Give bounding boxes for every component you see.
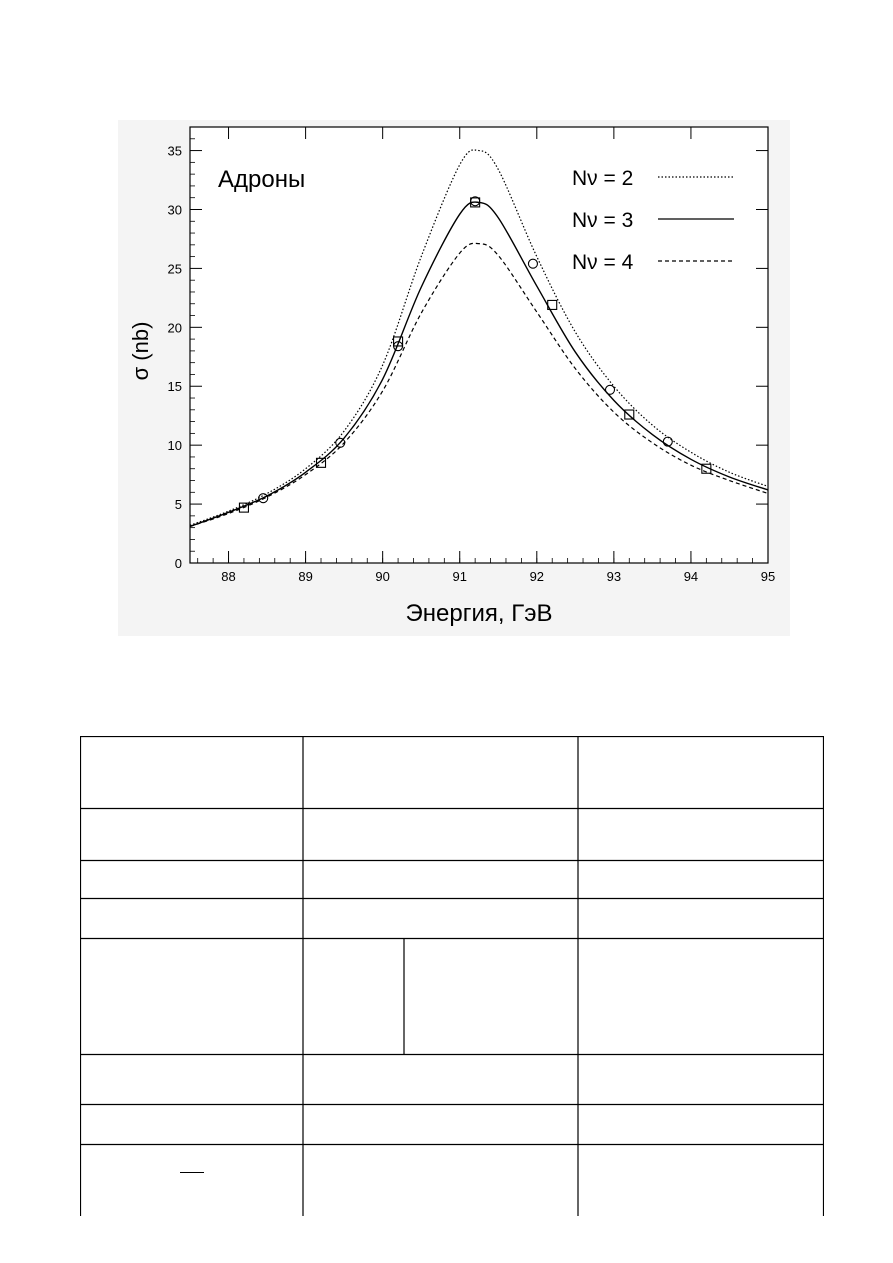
- y-tick-label: 15: [167, 379, 182, 395]
- legend-label: Nν = 2: [572, 167, 634, 190]
- y-tick-label: 5: [174, 497, 182, 513]
- x-tick-label: 92: [529, 569, 545, 584]
- x-tick-label: 93: [606, 569, 622, 584]
- x-tick-label: 90: [375, 569, 390, 584]
- legend-label: Nν = 4: [572, 251, 634, 274]
- x-tick-label: 94: [683, 569, 699, 584]
- y-tick-label: 0: [174, 556, 182, 571]
- y-tick-label: 20: [167, 320, 182, 336]
- y-tick-label: 35: [167, 143, 182, 159]
- y-tick-label: 30: [167, 202, 182, 218]
- table-grid: [80, 736, 824, 1216]
- y-tick-label: 25: [167, 261, 182, 277]
- x-tick-label: 88: [221, 569, 236, 584]
- figure: [118, 120, 790, 636]
- data-table: [80, 736, 824, 1216]
- x-tick-label: 95: [760, 569, 776, 584]
- x-tick-label: 89: [298, 569, 313, 584]
- x-axis-label: Энергия, ГэВ: [405, 600, 553, 627]
- legend-label: Nν = 3: [572, 209, 634, 232]
- fraction-bar: [180, 1172, 204, 1173]
- y-tick-label: 10: [167, 438, 182, 454]
- chart-title: Адроны: [218, 166, 306, 193]
- cross-section-chart: [118, 120, 790, 636]
- x-tick-label: 91: [452, 569, 467, 584]
- y-axis-label: σ (nb): [128, 321, 153, 381]
